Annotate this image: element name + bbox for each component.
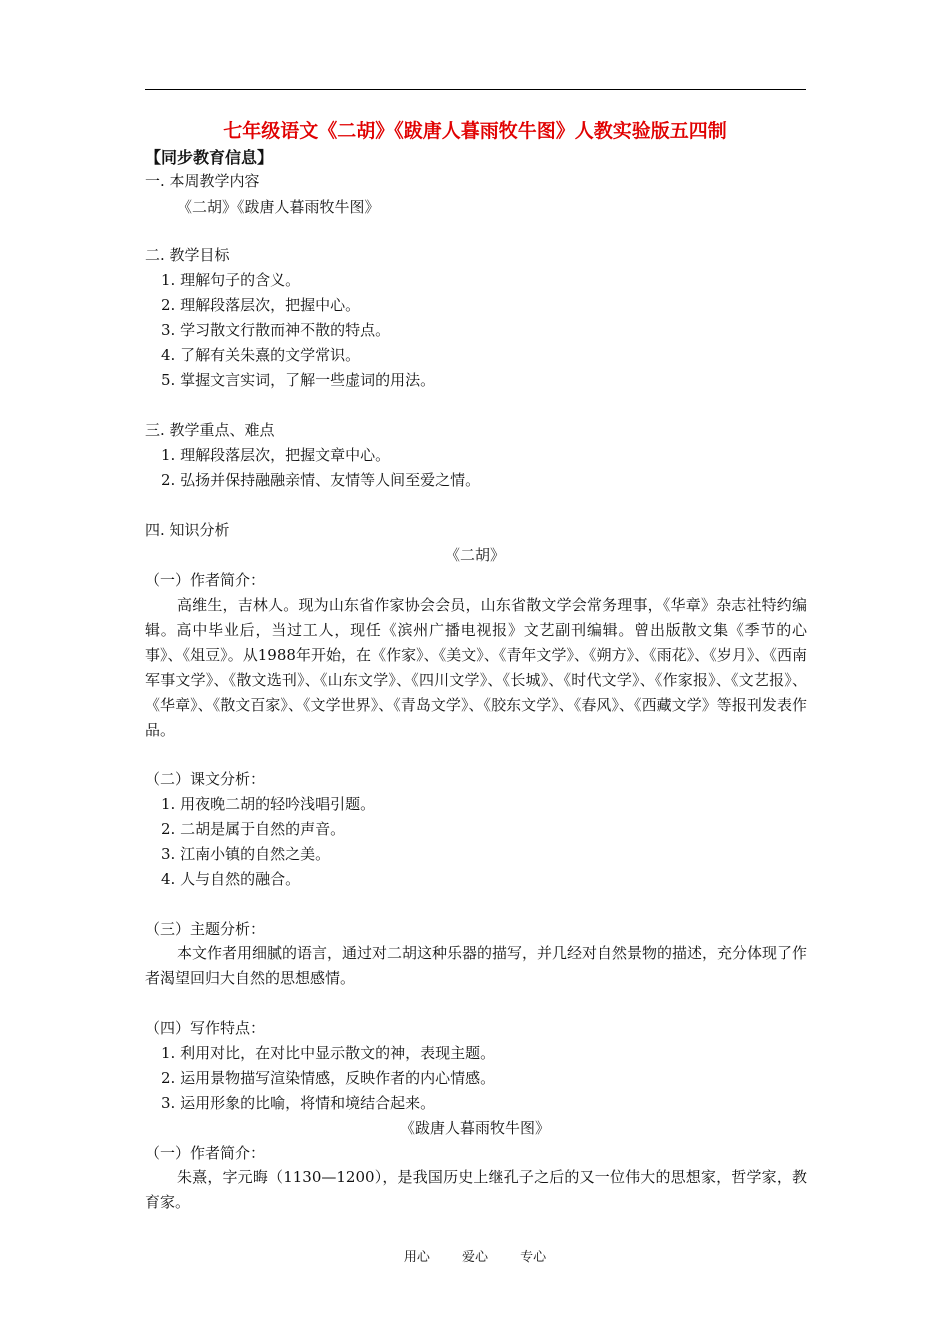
header-rule: [145, 89, 806, 90]
list-item: 4. 了解有关朱熹的文学常识。: [161, 346, 361, 364]
list-item: 5. 掌握文言实词，了解一些虚词的用法。: [161, 371, 436, 389]
list-item: 2. 弘扬并保持融融亲情、友情等人间至爱之情。: [161, 471, 481, 489]
section-1-content: 《二胡》《跋唐人暮雨牧牛图》: [177, 198, 380, 216]
erhu-text-heading: （二）课文分析：: [145, 770, 266, 788]
section-4-heading: 四. 知识分析: [145, 521, 230, 539]
footer-word: 爱心: [461, 1250, 488, 1265]
erhu-theme-heading: （三）主题分析：: [145, 920, 266, 938]
list-item: 2. 运用景物描写渲染情感，反映作者的内心情感。: [161, 1069, 496, 1087]
section-2-heading: 二. 教学目标: [145, 246, 230, 264]
list-item: 3. 运用形象的比喻，将情和境结合起来。: [161, 1094, 436, 1112]
list-item: 1. 理解段落层次，把握文章中心。: [161, 446, 391, 464]
list-item: 1. 用夜晚二胡的轻吟浅唱引题。: [161, 795, 376, 813]
list-item: 2. 二胡是属于自然的声音。: [161, 820, 346, 838]
section-tag: 【同步教育信息】: [145, 148, 274, 167]
list-item: 3. 学习散文行散而神不散的特点。: [161, 321, 391, 339]
erhu-title: 《二胡》: [444, 546, 505, 564]
erhu-style-heading: （四）写作特点：: [145, 1019, 266, 1037]
bawen-author-heading: （一）作者简介：: [145, 1144, 266, 1162]
section-3-heading: 三. 教学重点、难点: [145, 421, 275, 439]
erhu-theme-paragraph: 本文作者用细腻的语言，通过对二胡这种乐器的描写，并几经对自然景物的描述，充分体现了作者渴望回归大自然的思想感情。: [145, 944, 808, 987]
erhu-author-heading: （一）作者简介：: [145, 571, 266, 589]
bawen-author-paragraph: 朱熹，字元晦（1130—1200），是我国历史上继孔子之后的又一位伟大的思想家，哲学家，教育家。: [145, 1168, 807, 1211]
footer-word: 专心: [520, 1250, 547, 1265]
bawen-title: 《跋唐人暮雨牧牛图》: [399, 1119, 550, 1137]
section-1-heading: 一. 本周教学内容: [145, 172, 260, 190]
list-item: 3. 江南小镇的自然之美。: [161, 845, 331, 863]
document-title: 七年级语文《二胡》《跋唐人暮雨牧牛图》人教实验版五四制: [223, 120, 727, 142]
erhu-author-paragraph: 高维生，吉林人。现为山东省作家协会会员，山东省散文学会常务理事，《华章》杂志社特约编辑。高中毕业后，当过工人，现任《滨州广播电视报》文艺副刊编辑。曾出版散文集《季节的心事》、《俎豆》。从1988年开始，在《作家》、《美文》、《青年文学》、《朔方》、《雨花》、《岁月》、《西南军事文学》、《散文选刊》、《山东文学》、《四川文学》、《长城》、《时代文学》、《作家报》、《文艺报》、《华章》、《散文百家》、《文学世界》、《青岛文学》、《胶东文学》、《春风》、《西藏文学》等报刊发表作品。: [145, 596, 807, 739]
list-item: 2. 理解段落层次，把握中心。: [161, 296, 361, 314]
footer-word: 用心: [403, 1250, 430, 1265]
list-item: 1. 理解句子的含义。: [161, 271, 301, 289]
list-item: 4. 人与自然的融合。: [161, 870, 301, 888]
list-item: 1. 利用对比，在对比中显示散文的神，表现主题。: [161, 1044, 496, 1062]
page-footer: [0, 1249, 950, 1267]
